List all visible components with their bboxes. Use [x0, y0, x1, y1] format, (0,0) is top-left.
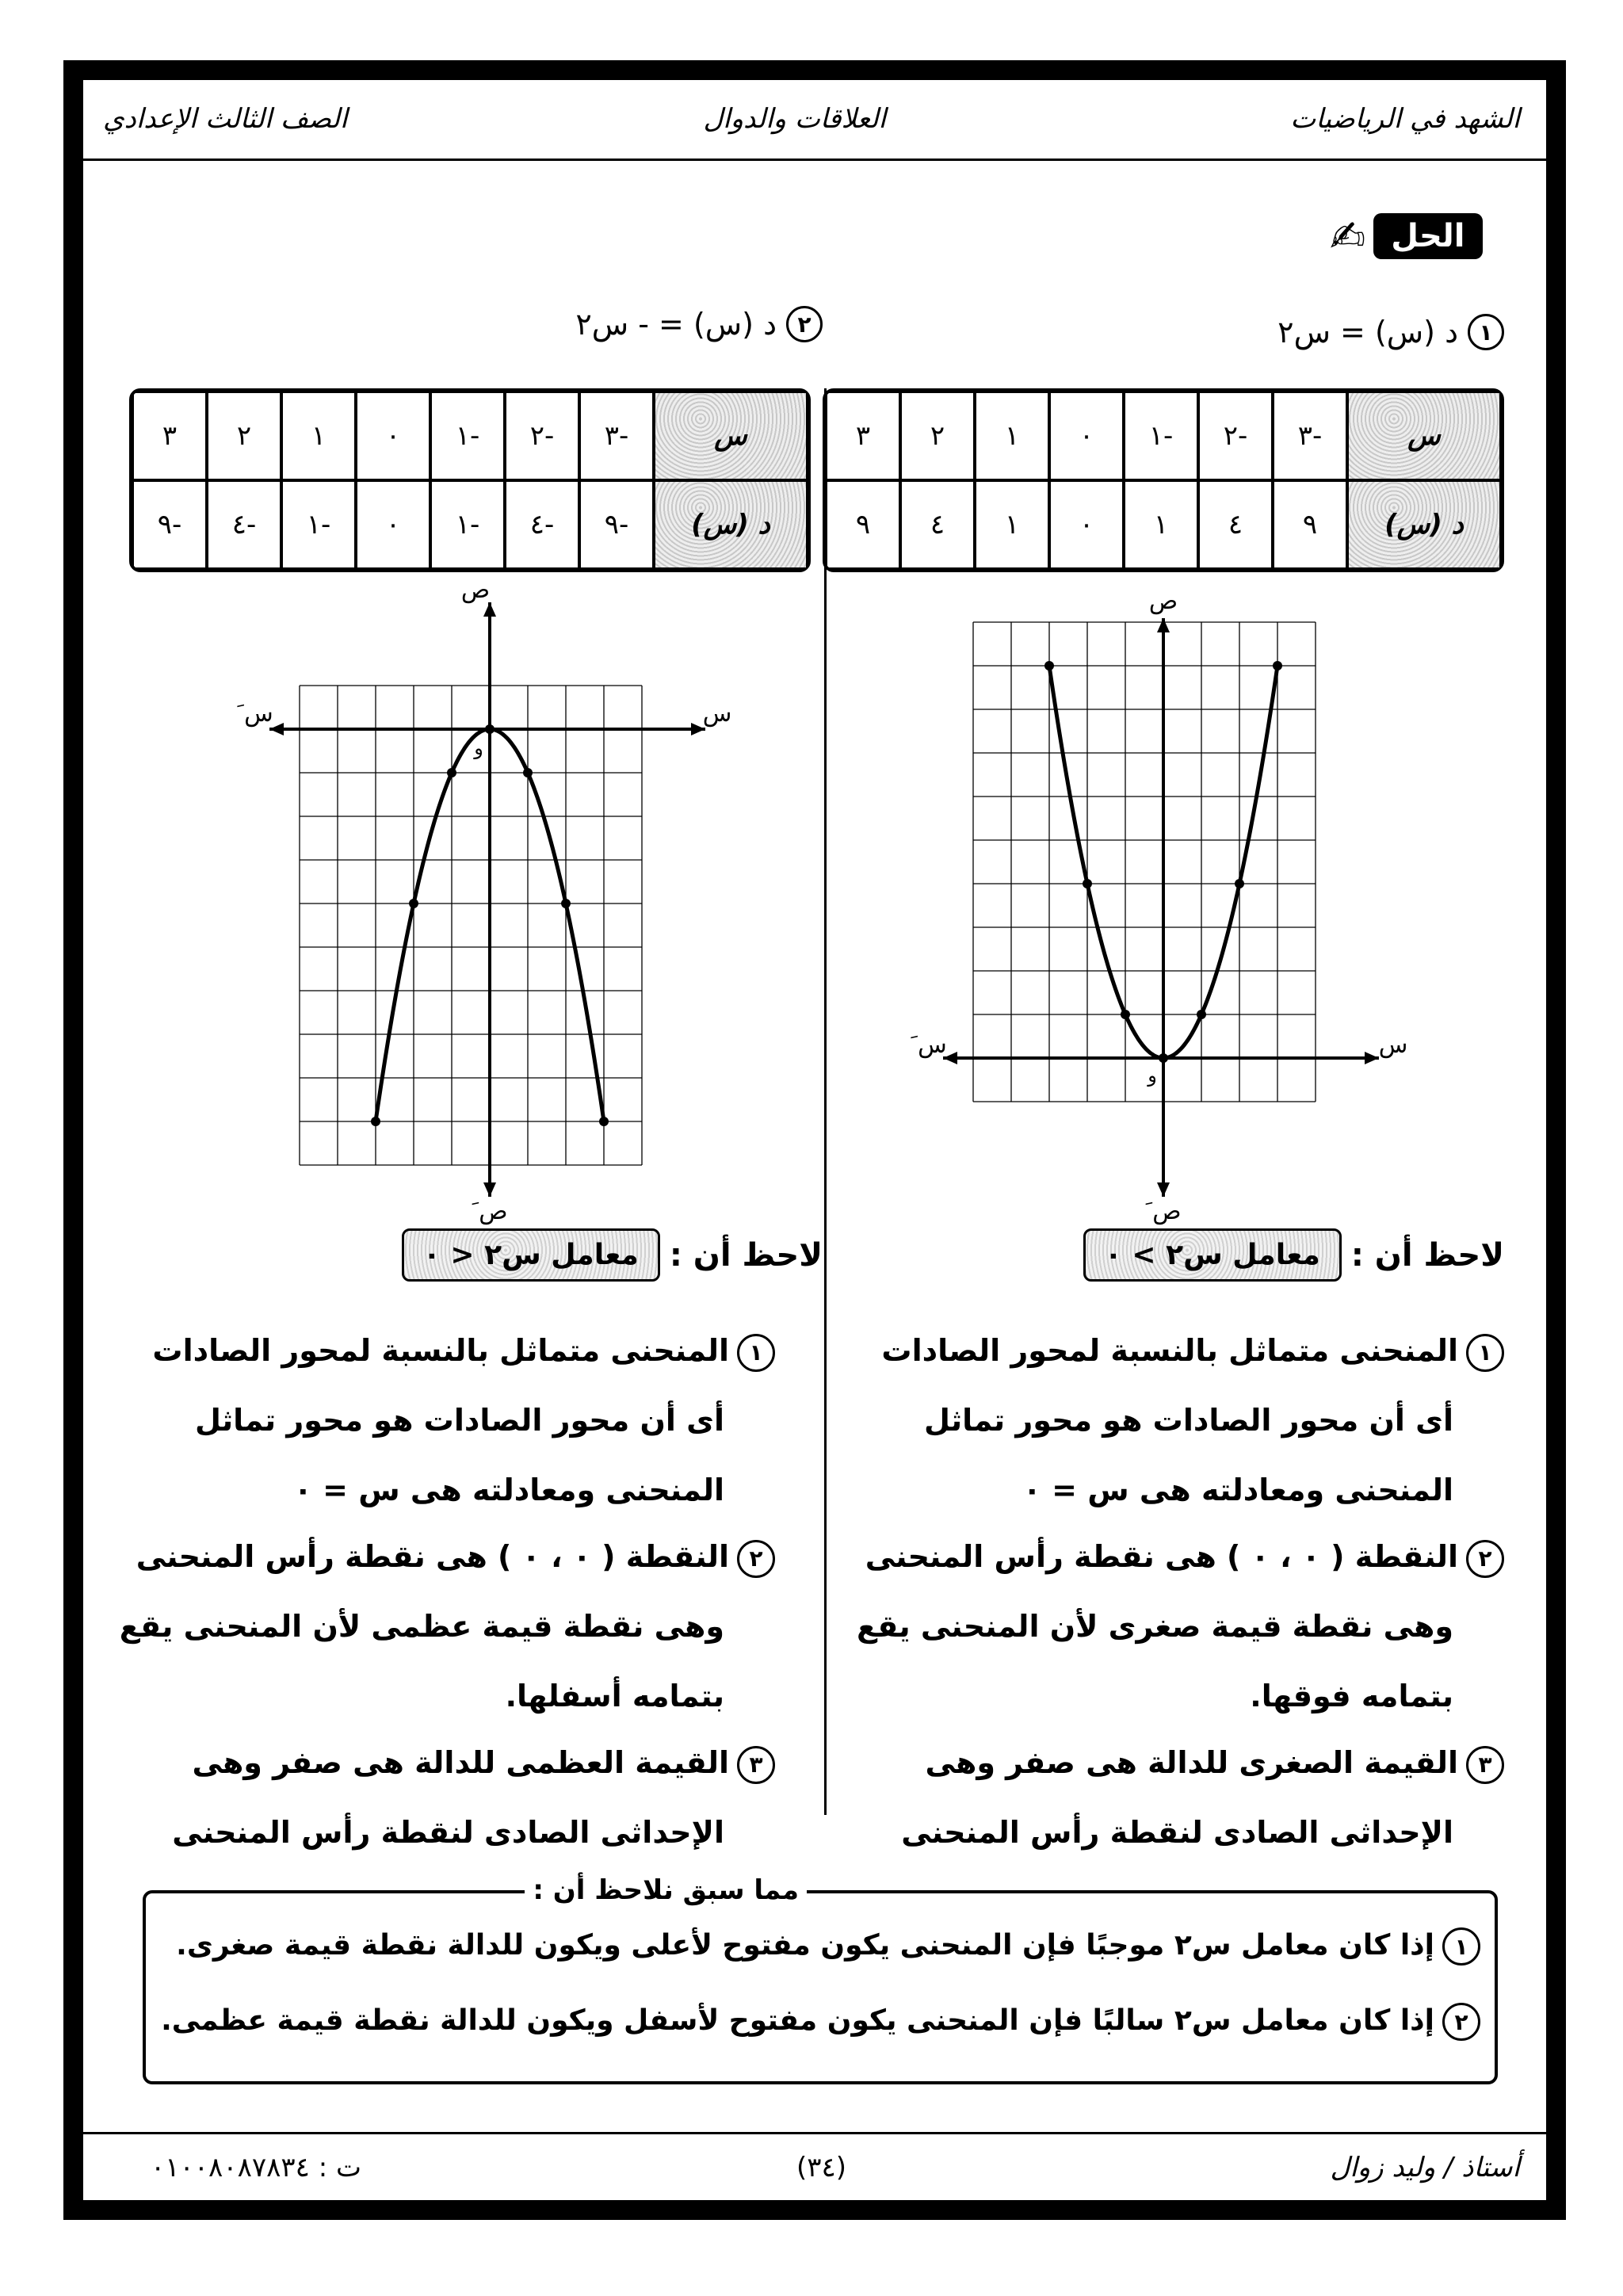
para-line: ١المنحنى متماثل بالنسبة لمحور الصادات: [881, 1316, 1504, 1385]
table-cell: ١: [1124, 480, 1198, 569]
table-cell: ١: [975, 480, 1049, 569]
table-head-y: د (س): [1347, 480, 1501, 569]
para-line: ٢النقطة ( ٠ ، ٠ ) هى نقطة رأس المنحنى: [120, 1522, 775, 1591]
table-cell: -٩: [132, 480, 207, 569]
note-label: لاحظ أن :: [669, 1236, 823, 1274]
table-row-y: [132, 480, 808, 569]
bullet-number: ٣: [737, 1746, 775, 1784]
para-line: بتمامه أسفلها.: [505, 1679, 724, 1713]
x-axis-label: س: [1378, 1031, 1408, 1059]
table-row-y: [826, 480, 1501, 569]
y-axis-label: ص: [460, 576, 491, 604]
solution-label: الحل: [1373, 213, 1482, 259]
footer-author: أستاذ / وليد زوال: [1330, 2152, 1520, 2183]
y-axis-arrow-up: [1157, 618, 1170, 632]
table-cell: ٠: [1049, 480, 1124, 569]
para-line: الإحداثى الصادى لنقطة رأس المنحنى: [172, 1815, 724, 1850]
plot-point: [409, 899, 418, 908]
table-head-x: س: [1347, 392, 1501, 480]
note-box: معامل س٢ < ٠: [402, 1228, 660, 1282]
para-line: الإحداثى الصادى لنقطة رأس المنحنى: [901, 1815, 1453, 1850]
plot-point: [523, 768, 533, 777]
note-negative: [402, 1228, 823, 1282]
bullet-number: ٢: [1466, 1540, 1504, 1578]
plot-point: [485, 724, 495, 734]
para-2-left: [120, 1522, 775, 1731]
value-table-2: [129, 388, 811, 572]
summary-line-2: ٢إذا كان معامل س٢ سالبًا فإن المنحنى يكون مفتوح لأسفل ويكون للدالة نقطة قيمة عظمى.: [161, 2003, 1480, 2041]
table-cell: -٢: [505, 392, 579, 480]
para-line: ٣القيمة العظمى للدالة هى صفر وهى: [172, 1728, 775, 1797]
plot-point: [1044, 661, 1054, 670]
graph-parabola-up: [911, 586, 1408, 1225]
table-head-y: د (س): [654, 480, 808, 569]
header-subject: الشهد في الرياضيات: [1290, 103, 1520, 135]
bullet-number: ١: [1466, 1334, 1504, 1372]
y-axis-arrow-up: [483, 602, 496, 617]
plot-point: [1197, 1010, 1206, 1019]
table-cell: -٤: [207, 480, 281, 569]
para-2-right: [857, 1522, 1504, 1731]
para-line: ٣القيمة الصغرى للدالة هى صفر وهى: [901, 1728, 1504, 1797]
table-cell: -١: [430, 392, 505, 480]
value-table-1: [823, 388, 1504, 572]
para-line: المنحنى ومعادلته هى س = ٠: [1022, 1473, 1453, 1507]
table-cell: ١: [975, 392, 1049, 480]
para-3-left: [172, 1728, 775, 1867]
summary-line-1: ١إذا كان معامل س٢ موجبًا فإن المنحنى يكون مفتوح لأعلى ويكون للدالة نقطة قيمة صغرى.: [176, 1927, 1480, 1966]
plot-point: [371, 1117, 380, 1126]
para-line: بتمامه فوقها.: [1250, 1679, 1453, 1713]
table-cell: ٢: [207, 392, 281, 480]
para-line: ١المنحنى متماثل بالنسبة لمحور الصادات: [152, 1316, 775, 1385]
table-cell: -٢: [1198, 392, 1273, 480]
table-cell: -١: [1124, 392, 1198, 480]
equation-2: [575, 306, 823, 342]
table-cell: ٠: [1049, 392, 1124, 480]
x-axis-neg-label: س َ: [911, 1031, 947, 1059]
table-cell: ٠: [356, 480, 430, 569]
note-box: معامل س٢ > ٠: [1083, 1228, 1342, 1282]
note-label: لاحظ أن :: [1350, 1236, 1504, 1274]
x-axis-label: س: [702, 700, 732, 728]
solution-badge: [1330, 206, 1512, 266]
y-axis-neg-label: ص َ: [1145, 1198, 1182, 1225]
table-cell: -٣: [1273, 392, 1347, 480]
header-rule: [82, 159, 1547, 161]
plot-point: [561, 899, 571, 908]
para-line: وهى نقطة قيمة صغرى لأن المنحنى يقع: [857, 1609, 1453, 1644]
table-cell: -٩: [579, 480, 654, 569]
para-line: المنحنى ومعادلته هى س = ٠: [293, 1473, 724, 1507]
plot-point: [1159, 1053, 1168, 1063]
y-axis-arrow-down: [1157, 1182, 1170, 1197]
graph-parabola-down: [237, 576, 732, 1225]
page-number: (٣٤): [796, 2152, 846, 2183]
column-divider: [824, 388, 827, 1815]
table-cell: ٤: [1198, 480, 1273, 569]
bullet-number: ٣: [1466, 1746, 1504, 1784]
plot-point: [1273, 661, 1282, 670]
plot-point: [1083, 879, 1092, 888]
plot-point: [1235, 879, 1244, 888]
para-1-right: [881, 1316, 1504, 1525]
plot-point: [599, 1117, 609, 1126]
table-head-x: س: [654, 392, 808, 480]
origin-label: و: [474, 737, 483, 759]
bullet-number: ٢: [737, 1540, 775, 1578]
pen-icon: ✍: [1330, 211, 1366, 262]
table-row-x: [826, 392, 1501, 480]
table-cell: -١: [430, 480, 505, 569]
para-3-right: [901, 1728, 1504, 1867]
para-1-left: [152, 1316, 775, 1525]
plot-point: [1121, 1010, 1130, 1019]
footer-rule: [82, 2132, 1547, 2134]
origin-label: و: [1148, 1064, 1157, 1087]
table-cell: ٩: [826, 480, 900, 569]
summary-box: [143, 1890, 1498, 2084]
table-cell: -٤: [505, 480, 579, 569]
table-cell: ١: [281, 392, 356, 480]
footer-phone: ت : ٠١٠٠٨٠٨٧٨٣٤: [151, 2152, 361, 2183]
x-axis-arrow-right: [1365, 1052, 1379, 1064]
equation-text: د (س) = - س٢: [575, 307, 777, 342]
y-axis-arrow-down: [483, 1182, 496, 1197]
para-line: أى أن محور الصادات هو محور تماثل: [194, 1403, 724, 1438]
y-axis-neg-label: ص َ: [472, 1198, 508, 1225]
para-line: وهى نقطة قيمة عظمى لأن المنحنى يقع: [119, 1609, 724, 1644]
bullet-number: ٢: [1442, 2003, 1480, 2041]
table-cell: ٠: [356, 392, 430, 480]
summary-title: مما سبق نلاحظ أن :: [525, 1874, 807, 1906]
table-cell: ٢: [900, 392, 975, 480]
y-axis-label: ص: [1148, 587, 1178, 615]
header-grade: الصف الثالث الإعدادي: [103, 103, 348, 135]
equation-text: د (س) = س٢: [1277, 315, 1458, 350]
table-cell: ٣: [826, 392, 900, 480]
plot-point: [447, 768, 456, 777]
note-positive: [1083, 1228, 1504, 1282]
table-cell: ٣: [132, 392, 207, 480]
bullet-number: ١: [737, 1334, 775, 1372]
item-number: ١: [1468, 314, 1504, 350]
equation-1: [1277, 314, 1504, 350]
x-axis-neg-label: س َ: [237, 700, 273, 728]
para-line: أى أن محور الصادات هو محور تماثل: [923, 1403, 1453, 1438]
item-number: ٢: [786, 306, 823, 342]
table-cell: ٩: [1273, 480, 1347, 569]
header-chapter: العلاقات والدوال: [703, 103, 886, 135]
table-cell: ٤: [900, 480, 975, 569]
table-cell: -٣: [579, 392, 654, 480]
bullet-number: ١: [1442, 1927, 1480, 1966]
table-row-x: [132, 392, 808, 480]
table-cell: -١: [281, 480, 356, 569]
para-line: ٢النقطة ( ٠ ، ٠ ) هى نقطة رأس المنحنى: [857, 1522, 1504, 1591]
